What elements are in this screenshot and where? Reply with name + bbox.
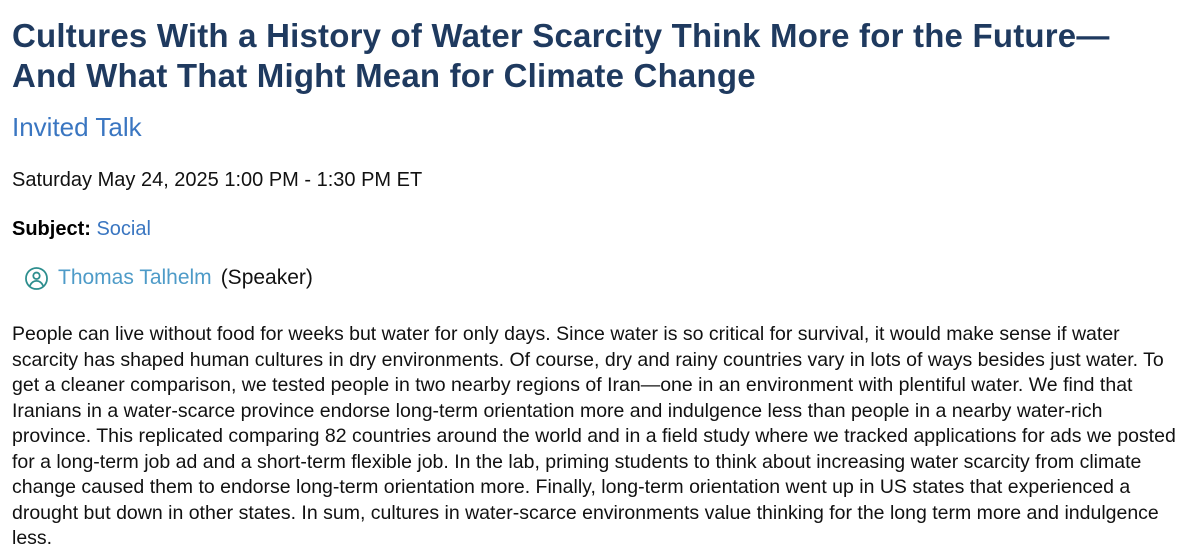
person-circle-icon (24, 266, 49, 291)
speaker-row (12, 265, 1186, 291)
session-type-link[interactable]: Invited Talk (12, 112, 142, 142)
speaker-role: (Speaker) (220, 266, 313, 289)
subject-value-link[interactable]: Social (96, 218, 151, 240)
session-abstract: People can live without food for weeks but water for only days. Since water is so critical for survival, it would make sense if water scarcity has shaped human cultures in dry environments. Of course, dry and rainy countries vary in lots of ways besides just water. To get a cleaner comparison, we tested people in two nearby regions of Iran—one in an environment with plentiful water. We find that Iranians in a water-scarce province endorse long-term orientation more and indulgence less than people in a nearby water-rich province. This replicated comparing 82 countries around the world and in a field study where we tracked applications for ads we posted for a long-term job ad and a short-term flexible job. In the lab, priming students to think about increasing water scarcity from climate change caused them to endorse long-term orientation more. Finally, long-term orientation went up in US states that experienced a drought but down in other states. In sum, cultures in water-scarce environments value thinking for the long term more and indulgence less. (12, 323, 1176, 549)
subject-row (12, 217, 1186, 241)
session-datetime: Saturday May 24, 2025 1:00 PM - 1:30 PM ET (12, 169, 423, 191)
session-title: Cultures With a History of Water Scarcity Think More for the Future—And What That Might Mean for Climate Change (12, 17, 1110, 94)
speaker-name-link[interactable]: Thomas Talhelm (58, 266, 212, 289)
subject-label: Subject: (12, 218, 91, 240)
